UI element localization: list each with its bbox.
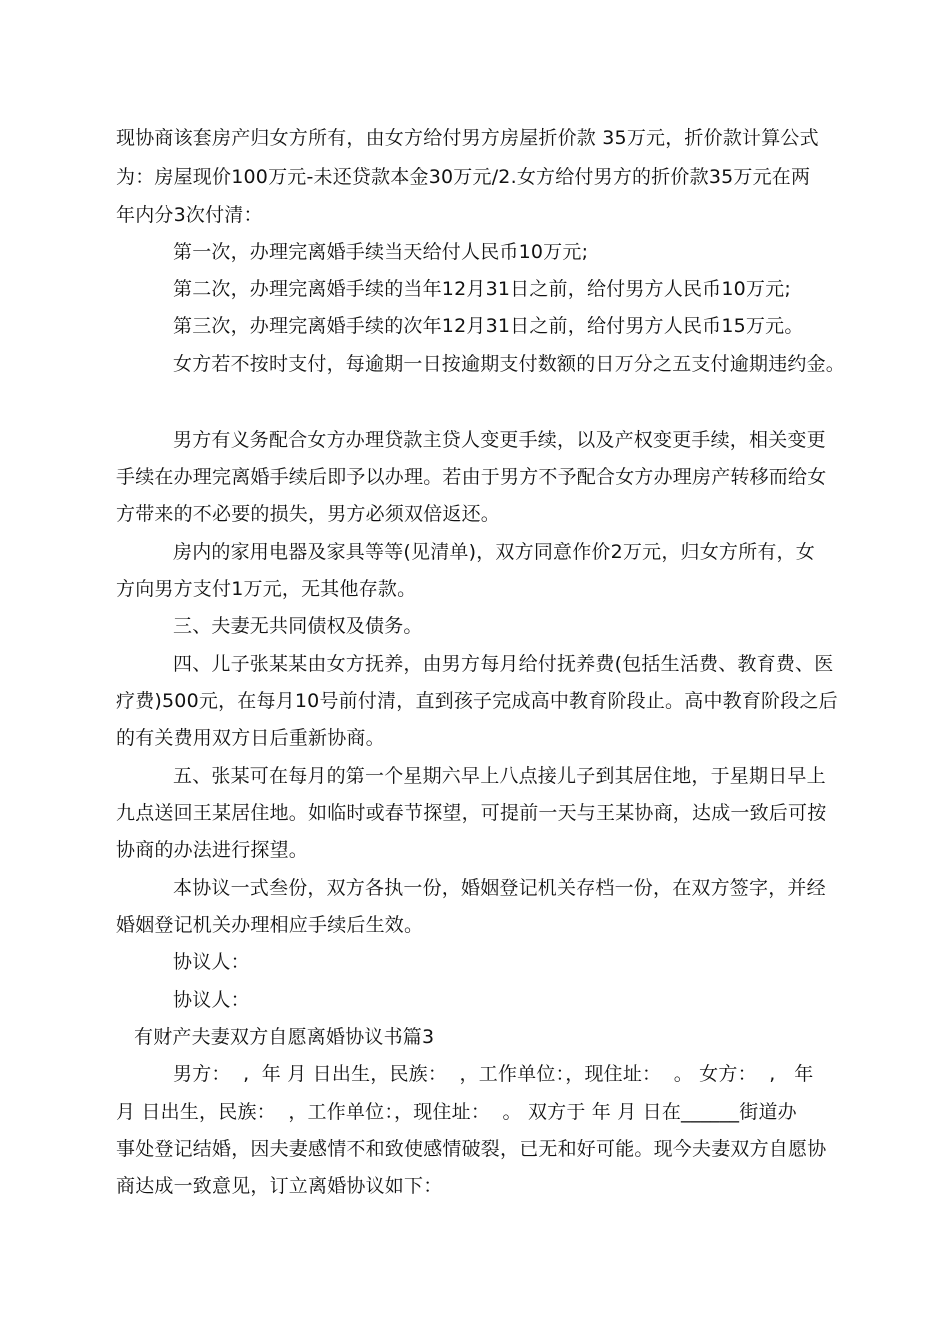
paragraph-line: 疗费)500元，在每月10号前付清，直到孩子完成高中教育阶段止。高中教育阶段之后: [116, 690, 838, 712]
paragraph-line: 房内的家用电器及家具等等(见清单)，双方同意作价2万元，归女方所有，女: [173, 541, 815, 563]
paragraph-line: 为：房屋现价100万元-未还贷款本金30万元/2.女方给付男方的折价款35万元在两: [116, 166, 811, 188]
paragraph-line: 九点送回王某居住地。如临时或春节探望，可提前一天与王某协商，达成一致后可按: [116, 802, 827, 824]
paragraph-line: 女方若不按时支付，每逾期一日按逾期支付数额的日万分之五支付逾期违约金。: [173, 353, 846, 375]
paragraph-line: 年内分3次付清：: [116, 204, 263, 226]
section-title: 有财产夫妻双方自愿离婚协议书篇3: [134, 1026, 435, 1048]
paragraph-line: 事处登记结婚，因夫妻感情不和致使感情破裂，已无和好可能。现今夫妻双方自愿协: [116, 1138, 827, 1160]
paragraph-line: 四、儿子张某某由女方抚养，由男方每月给付抚养费(包括生活费、教育费、医: [173, 653, 834, 675]
signature-label: 协议人：: [173, 951, 250, 973]
paragraph-line: 方向男方支付1万元，无其他存款。: [116, 578, 417, 600]
paragraph-line: 的有关费用双方日后重新协商。: [116, 727, 385, 749]
paragraph-line: 协商的办法进行探望。: [116, 839, 309, 861]
paragraph-line: 月 日出生，民族： ，工作单位：，现住址： 。 双方于 年 月 日在______街道办: [116, 1101, 797, 1123]
paragraph-line: 商达成一致意见，订立离婚协议如下：: [116, 1175, 443, 1197]
paragraph-line: 第二次，办理完离婚手续的当年12月31日之前，给付男方人民币10万元;: [173, 278, 791, 300]
paragraph-line: 三、夫妻无共同债权及债务。: [173, 615, 423, 637]
paragraph-line: 男方： , 年 月 日出生，民族： ，工作单位：，现住址： 。 女方： , 年: [173, 1063, 814, 1085]
paragraph-line: 男方有义务配合女方办理贷款主贷人变更手续，以及产权变更手续，相关变更: [173, 429, 826, 451]
paragraph-line: 方带来的不必要的损失，男方必须双倍返还。: [116, 503, 501, 525]
signature-label: 协议人：: [173, 989, 250, 1011]
paragraph-line: 手续在办理完离婚手续后即予以办理。若由于男方不予配合女方办理房产转移而给女: [116, 466, 827, 488]
paragraph-line: 现协商该套房产归女方所有，由女方给付男方房屋折价款 35万元，折价款计算公式: [116, 127, 819, 149]
paragraph-line: 本协议一式叁份，双方各执一份，婚姻登记机关存档一份，在双方签字，并经: [173, 877, 826, 899]
paragraph-line: 第一次，办理完离婚手续当天给付人民币10万元;: [173, 241, 589, 263]
paragraph-line: 婚姻登记机关办理相应手续后生效。: [116, 914, 424, 936]
paragraph-line: 第三次，办理完离婚手续的次年12月31日之前，给付男方人民币15万元。: [173, 315, 804, 337]
paragraph-line: 五、张某可在每月的第一个星期六早上八点接儿子到其居住地，于星期日早上: [173, 765, 826, 787]
